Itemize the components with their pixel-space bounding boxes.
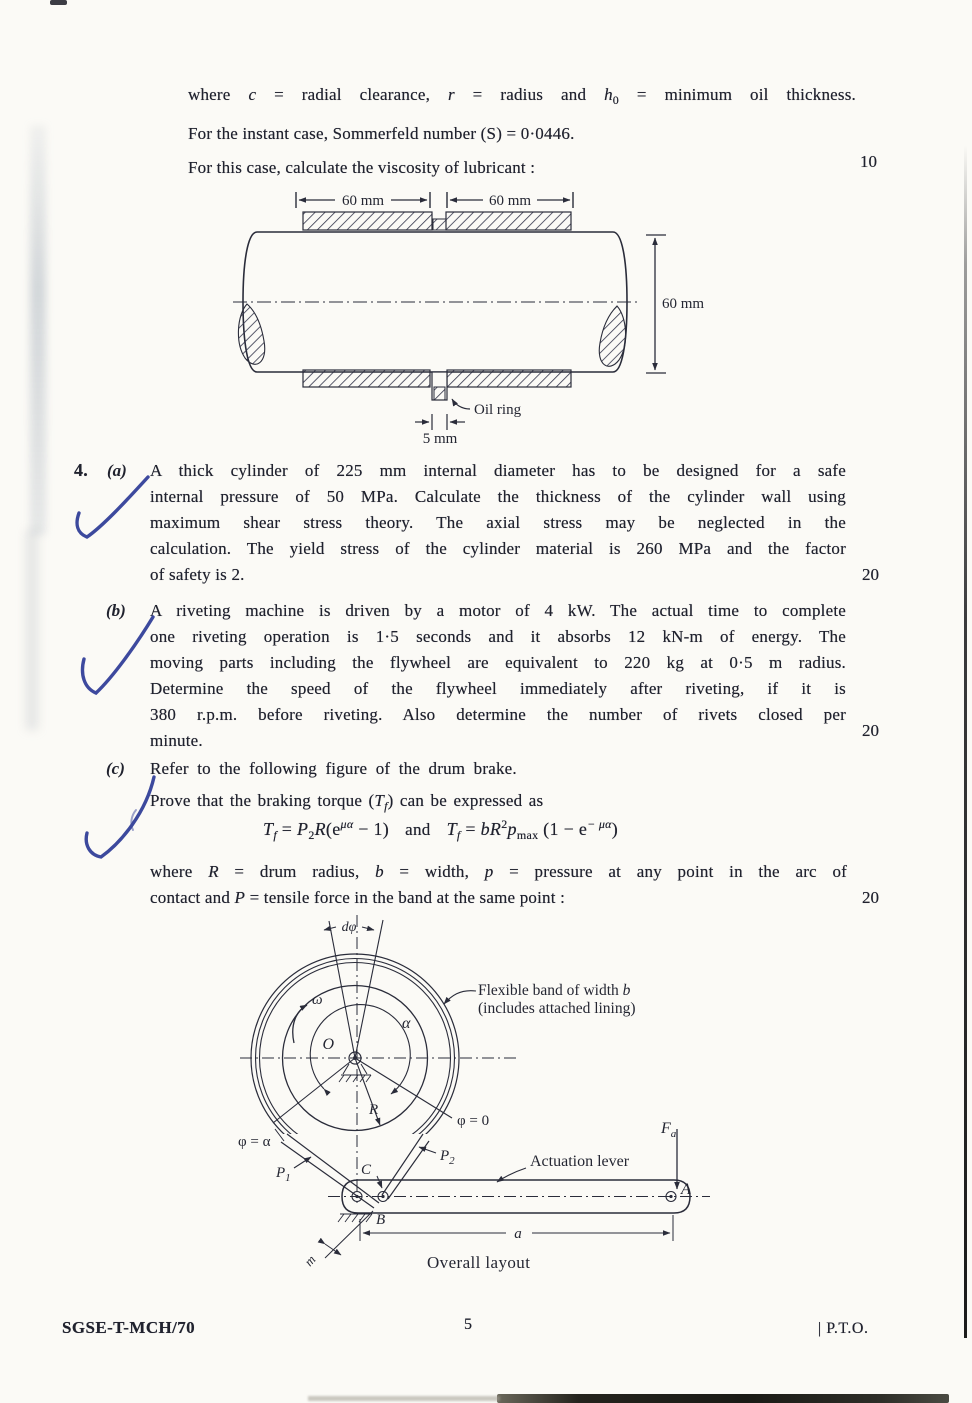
q4c-where-line-2: contact and P = tensile force in the band at the same point : (150, 888, 566, 907)
q4b-line: 380 r.p.m. before riveting. Also determine the number of rivets closed per (150, 705, 846, 724)
bearing-shell-top-left (303, 212, 432, 230)
drum-brake-figure (230, 905, 970, 1290)
dim-m-label: m (301, 1251, 319, 1270)
checkmark-q4c (86, 777, 154, 857)
dim-a-label: a (514, 1226, 522, 1242)
dim-m (301, 1211, 373, 1269)
q4a-line: internal pressure of 50 MPa. Calculate the thickness of the cylinder wall using (150, 487, 846, 506)
scan-edge-bottom-faint (308, 1396, 500, 1401)
q4b-line: moving parts including the flywheel are equivalent to 220 kg at 0·5 m radius. (150, 653, 846, 672)
oil-ring-groove-top (433, 219, 446, 230)
q4c-where-line-1: where R = drum radius, b = width, p = pressure at any point in the arc of (150, 862, 848, 881)
force-label: $F_a$ (661, 1120, 677, 1140)
intro-line-3: For this case, calculate the viscosity of lubricant : (188, 158, 536, 177)
dim-bottom-label: 5 mm (422, 431, 458, 447)
omega-label: ω (312, 992, 323, 1008)
dim-top-left-label: 60 mm (341, 193, 385, 209)
p2-label: $P_2$ (440, 1148, 455, 1167)
q4b-paragraph (150, 601, 846, 757)
scan-smudge-left (30, 125, 46, 535)
phi-alpha-label: φ = α (238, 1134, 271, 1150)
q4a-line: maximum shear stress theory. The axial stress may be neglected in the (150, 513, 846, 532)
q4a-label: (a) (107, 461, 127, 480)
journal-bearing-figure (225, 183, 730, 451)
center-o-label: O (322, 1036, 334, 1053)
rotation-arrow (293, 1005, 307, 1043)
q4a-line: A thick cylinder of 225 mm internal diameter has to be designed for a safe (150, 461, 846, 480)
band-callout-arrow (444, 991, 476, 1004)
intro-line-2: For the instant case, Sommerfeld number (S) = 0·0446. (188, 124, 575, 143)
marks-q4a: 20 (862, 565, 879, 584)
p1-arrow (294, 1157, 311, 1168)
intro-line-1: where c = radial clearance, r = radius and $h_0$ = minimum oil thickness. (188, 85, 857, 107)
intro-paragraph (188, 84, 856, 191)
dim-top (296, 192, 573, 209)
scan-smudge-left-2 (26, 530, 38, 730)
q4b-line: one riveting operation is 1·5 seconds and it absorbs 12 kN-m of energy. The (150, 627, 846, 646)
q4b-line: minute. (150, 731, 203, 750)
dim-top-right-label: 60 mm (488, 193, 532, 209)
point-a-label: A (681, 1181, 691, 1198)
oil-ring-leader (452, 399, 470, 409)
band-callout-line-1: Flexible band of width b (478, 982, 631, 999)
oil-ring-hatch (434, 387, 445, 400)
dim-bottom (415, 414, 465, 447)
marks-q4b: 20 (862, 721, 879, 740)
actuation-lever-label: Actuation lever (530, 1153, 630, 1170)
shaft-end-section-left (238, 304, 264, 364)
q4c-line-1: Refer to the following figure of the drum brake. (150, 759, 517, 778)
pto-label: | P.T.O. (818, 1320, 869, 1337)
q4c-equation: $T_f = P_2R(e^{\mu\alpha} - 1)$ and $T_f = bR^2p_{max}$ $(1 - e^{- \mu\alpha})$ (263, 817, 619, 842)
paper-code: SGSE-T-MCH/70 (62, 1318, 196, 1337)
marks-q4c: 20 (862, 888, 879, 907)
radius-label: R (369, 1102, 379, 1118)
p1-label: $P_1$ (276, 1165, 291, 1184)
phi-alpha-line (273, 1058, 355, 1123)
dim-a (360, 1215, 673, 1242)
dim-right-label: 60 mm (662, 296, 705, 312)
checkmark-q4a (77, 477, 148, 537)
oil-ring-label: Oil ring (474, 402, 522, 418)
bearing-shell-top-right (446, 212, 571, 230)
dphi-label: dφ (341, 920, 357, 935)
point-b-label: B (376, 1212, 386, 1228)
q4a-line: calculation. The yield stress of the cylinder material is 260 MPa and the factor (150, 539, 846, 558)
scan-mark-top (50, 0, 67, 5)
band-callout-line-2: (includes attached lining) (478, 1000, 636, 1017)
q4b-label: (b) (106, 601, 126, 620)
anchor-ground-hatch (338, 1214, 372, 1222)
q4a-paragraph (150, 461, 846, 591)
page-number: 5 (464, 1316, 473, 1333)
checkmark-q4b (83, 617, 154, 693)
point-c-label: C (361, 1162, 372, 1178)
q4a-line: of safety is 2. (150, 565, 245, 584)
dim-right (646, 235, 704, 373)
figure-caption: Overall layout (427, 1253, 531, 1272)
scan-edge-bottom (497, 1394, 949, 1403)
checkmark-q4c-stray (131, 810, 136, 830)
q4c-label: (c) (106, 759, 125, 778)
q4b-line: Determine the speed of the flywheel immediately after riveting, if it is (150, 679, 846, 698)
alpha-label: α (402, 1015, 411, 1032)
phi-zero-label: φ = 0 (457, 1113, 490, 1129)
q4c-line-2: Prove that the braking torque $(T_f)$ can be expressed as (150, 791, 544, 813)
marks-intro: 10 (860, 152, 877, 171)
question-number: 4. (74, 460, 88, 480)
q4b-line: A riveting machine is driven by a motor of 4 kW. The actual time to complete (150, 601, 846, 620)
